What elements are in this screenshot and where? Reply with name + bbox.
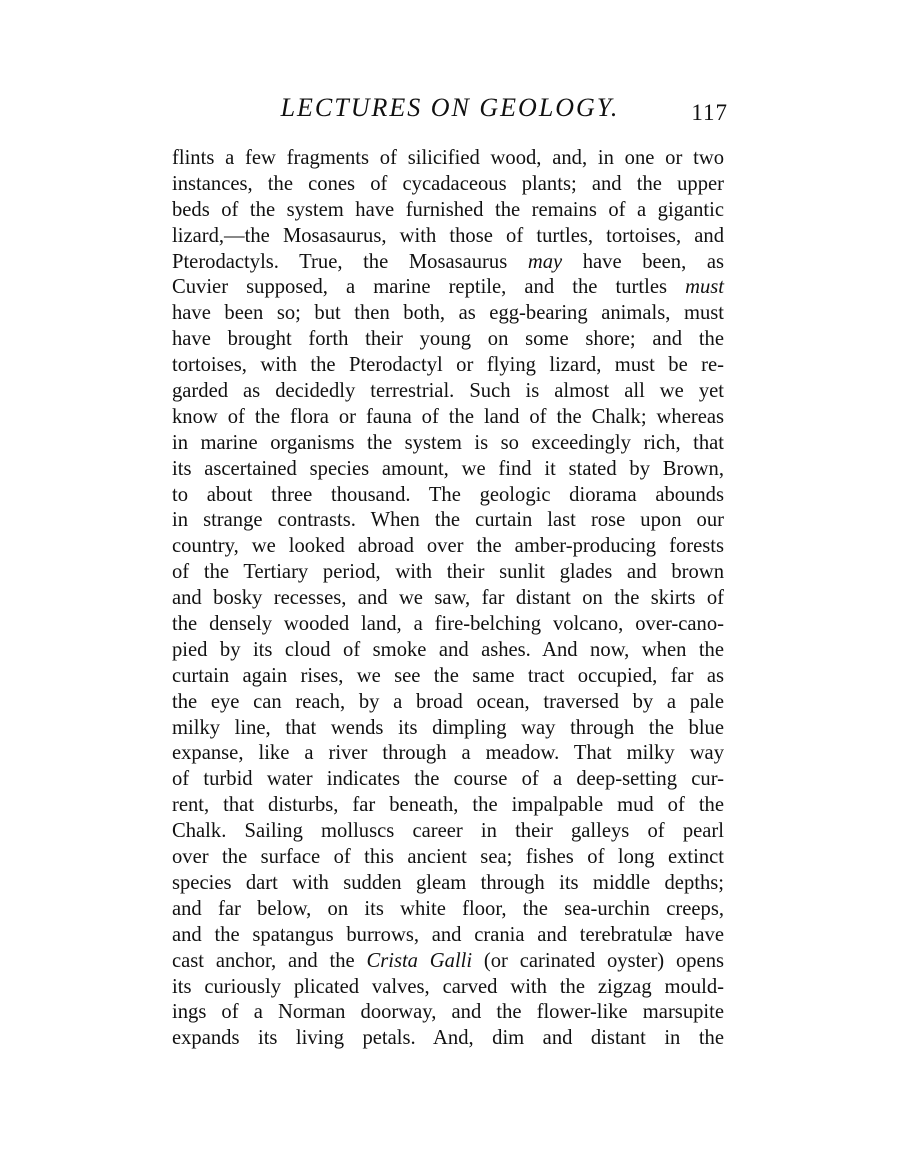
text-line (172, 923, 724, 949)
italic-text: Crista Galli (366, 949, 473, 972)
text-line (172, 1000, 724, 1026)
text-line (172, 897, 724, 923)
text-line (172, 353, 724, 379)
text-segment: Chalk. Sailing molluscs career in their galleys of pearl (172, 820, 724, 843)
text-segment: over the surface of this ancient sea; fishes of long extinct (172, 846, 724, 869)
text-segment: in marine organisms the system is so exceedingly rich, that (172, 431, 724, 454)
text-segment: Cuvier supposed, a marine reptile, and the turtles (172, 276, 686, 299)
text-segment: of the Tertiary period, with their sunlit glades and brown (172, 561, 724, 584)
text-line (172, 612, 724, 638)
text-line (172, 250, 724, 276)
text-line (172, 871, 724, 897)
text-segment: lizard,—the Mosasaurus, with those of turtles, tortoises, and (172, 224, 724, 247)
text-segment: instances, the cones of cycadaceous plants; and the upper (172, 172, 724, 195)
text-line (172, 767, 724, 793)
text-line (172, 198, 724, 224)
italic-text: may (527, 250, 563, 273)
text-line (172, 845, 724, 871)
text-segment: and the spatangus burrows, and crania and terebratulæ have (172, 923, 724, 946)
text-segment: have brought forth their young on some shore; and the (172, 328, 724, 351)
text-segment: milky line, that wends its dimpling way through the blue (172, 716, 724, 739)
text-segment: and far below, on its white floor, the sea-urchin creeps, (172, 897, 724, 920)
text-segment: species dart with sudden gleam through its middle depths; (172, 871, 724, 894)
text-segment: ings of a Norman doorway, and the flower-like marsupite (172, 1001, 724, 1024)
text-segment: the eye can reach, by a broad ocean, traversed by a pale (172, 690, 724, 713)
text-segment: curtain again rises, we see the same tract occupied, far as (172, 664, 724, 687)
text-segment: beds of the system have furnished the remains of a gigantic (172, 198, 724, 221)
text-segment: garded as decidedly terrestrial. Such is almost all we yet (172, 380, 724, 403)
text-line (172, 1026, 724, 1052)
text-segment: the densely wooded land, a fire-belching volcano, over-cano- (172, 613, 724, 636)
text-line (172, 275, 724, 301)
text-line (172, 301, 724, 327)
text-segment: rent, that disturbs, far beneath, the impalpable mud of the (172, 794, 724, 817)
text-segment: (or carinated oyster) opens (472, 949, 725, 972)
text-line (172, 793, 724, 819)
text-line (172, 483, 724, 509)
italic-text: must (685, 276, 724, 299)
text-line (172, 638, 724, 664)
text-segment: country, we looked abroad over the amber-producing forests (172, 535, 724, 558)
body-text (172, 146, 724, 1052)
text-segment: expands its living petals. And, dim and distant in the (172, 1027, 724, 1050)
text-segment: have been, as (562, 250, 724, 273)
text-segment: tortoises, with the Pterodactyl or flying lizard, must be re- (172, 354, 724, 377)
text-line (172, 457, 724, 483)
text-segment: cast anchor, and the (172, 949, 367, 972)
text-segment: its curiously plicated valves, carved with the zigzag mould- (172, 975, 724, 998)
text-line (172, 975, 724, 1001)
text-line (172, 534, 724, 560)
text-segment: expanse, like a river through a meadow. That milky way (172, 742, 724, 765)
text-line (172, 586, 724, 612)
text-line (172, 690, 724, 716)
text-line (172, 560, 724, 586)
text-segment: to about three thousand. The geologic diorama abounds (172, 483, 724, 506)
text-segment: in strange contrasts. When the curtain last rose upon our (172, 509, 724, 532)
running-title: LECTURES ON GEOLOGY. (280, 93, 620, 122)
page-number: 117 (691, 100, 728, 125)
text-line (172, 379, 724, 405)
text-line (172, 224, 724, 250)
text-segment: have been so; but then both, as egg-bearing animals, must (172, 302, 724, 325)
running-head (172, 93, 728, 127)
text-segment: Pterodactyls. True, the Mosasaurus (172, 250, 528, 273)
text-segment: flints a few fragments of silicified wood, and, in one or two (172, 147, 724, 169)
text-line (172, 716, 724, 742)
text-line (172, 405, 724, 431)
text-line (172, 741, 724, 767)
text-segment: its ascertained species amount, we find it stated by Brown, (172, 457, 724, 480)
text-line (172, 508, 724, 534)
text-segment: and bosky recesses, and we saw, far distant on the skirts of (172, 587, 724, 610)
text-segment: know of the flora or fauna of the land of the Chalk; whereas (172, 405, 724, 428)
text-line (172, 664, 724, 690)
text-line (172, 172, 724, 198)
text-line (172, 431, 724, 457)
text-line (172, 819, 724, 845)
text-segment: pied by its cloud of smoke and ashes. And now, when the (172, 638, 724, 661)
text-line (172, 327, 724, 353)
text-segment: of turbid water indicates the course of a deep-setting cur- (172, 768, 724, 791)
text-line (172, 949, 724, 975)
text-line (172, 146, 724, 172)
